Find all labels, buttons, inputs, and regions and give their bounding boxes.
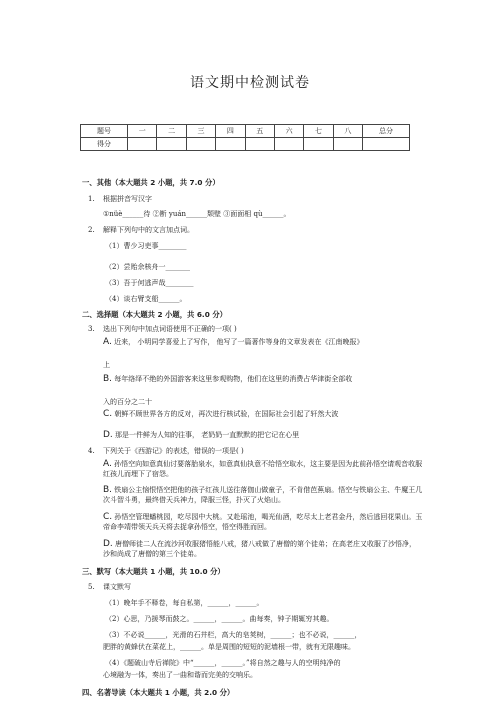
question-item: （3）不必说______，光滑的石井栏，高大的皂荚树，______；也不必说，______，	[105, 631, 362, 639]
option-letter: D.	[103, 539, 113, 549]
question-number: 3.	[88, 325, 95, 333]
question-number: 5.	[88, 583, 95, 591]
option-letter: C.	[103, 512, 113, 522]
question-item: （2）心思，乃援琴而鼓之。______，______。曲每奏，钟子期辄穷其趣。	[105, 615, 334, 623]
question-number: 1.	[88, 195, 95, 203]
question-item: （4）《题破山寺后禅院》中“______，______。”将自然之趣与人的空明纯净的	[105, 659, 341, 667]
score-cell	[245, 138, 274, 151]
page-title: 语文期中检测试卷	[190, 75, 310, 91]
score-header-cell: 一	[128, 125, 157, 138]
option-text: 孙悟空管理蟠桃园，吃尽园中大桃。又赴瑶池，喝光仙酒，吃尽太上老君金丹，然后逃回花果山。玉帝命李靖带领天兵天将去捉拿孙悟空，悟空得胜而回。	[103, 513, 423, 531]
question-stem: 课文默写	[103, 583, 131, 591]
score-cell	[274, 138, 303, 151]
option-text: 朝鲜不顾世界各方的反对，再次进行核试验，在国际社会引起了轩然大波	[114, 410, 339, 418]
score-header-cell: 总分	[363, 125, 410, 138]
question-text: ①nüè______待 ②断 yuán______颓壁 ③面面相 qù______。	[103, 210, 291, 218]
question-stem: 根据拼音写汉字	[103, 195, 152, 203]
score-table-header-row	[81, 125, 410, 138]
section-heading-2: 二、选择题（本大题共 2 小题，共 6.0 分）	[82, 310, 227, 319]
score-table	[80, 124, 410, 151]
option-c	[103, 513, 423, 532]
question-number: 2.	[88, 226, 95, 234]
option-continuation: 入的百分之二十	[103, 398, 152, 406]
score-cell	[157, 138, 186, 151]
option-letter: B.	[103, 485, 113, 495]
option-text: 唐僧师徒二人在流沙河收服猪悟能八戒，猪八戒做了唐僧的第个徒弟；在高老庄又收服了沙悟净，沙和尚成了唐僧的第三个徒弟。	[103, 540, 417, 558]
option-text: 近来， 小明同学喜爱上了写作， 他写了一篇著作等身的文章发表在《江南晚报》	[114, 338, 364, 346]
option-letter: A.	[103, 337, 112, 347]
score-cell	[128, 138, 157, 151]
question-item: （1）曹少习吏事________	[105, 242, 187, 250]
option-b	[103, 486, 423, 505]
option-a	[103, 337, 364, 347]
score-cell	[304, 138, 333, 151]
score-cell	[363, 138, 410, 151]
question-item-continuation: 肥胖的黄蜂伏在菜花上，______。单是周围的短短的泥墙根一带，就有无限趣味。	[103, 643, 355, 651]
option-d	[103, 430, 299, 440]
option-d	[103, 540, 423, 559]
option-letter: C.	[103, 409, 113, 419]
score-cell	[216, 138, 245, 151]
section-heading-4: 四、名著导读（本大题共 1 小题，共 2.0 分）	[82, 688, 235, 697]
score-header-cell: 三	[186, 125, 215, 138]
score-header-cell: 二	[157, 125, 186, 138]
option-text: 每年络绎不绝的外国游客来这里参观购物，他们在这里的消费占华津街全部收	[114, 375, 353, 383]
option-letter: B.	[103, 374, 113, 384]
option-text: 孙悟空向如意真仙讨要落胎泉水，如意真仙执意不给悟空取水，这主要是因为此前孙悟空请观音收服红孩儿而埋下了宿怨。	[103, 460, 423, 478]
score-cell	[186, 138, 215, 151]
option-continuation: 上	[103, 361, 110, 369]
option-a	[103, 460, 423, 479]
score-header-cell: 五	[245, 125, 274, 138]
question-stem: 下列关于《西游记》的表述，错误的一项是( )	[103, 447, 244, 455]
score-header-cell: 题号	[81, 125, 128, 138]
score-row-label: 得分	[81, 138, 128, 151]
question-stem: 选出下列句中加点词语使用不正确的一项( )	[103, 325, 237, 333]
score-header-cell: 八	[333, 125, 362, 138]
question-item: （3）吾于何逃声哉________	[105, 279, 194, 287]
question-item-continuation: 心境融为一体，奏出了一曲和谐而完美的交响乐。	[103, 671, 257, 679]
option-text: 铁扇公主恼恨悟空把他的孩子红孩儿送往落伽山做童子，不肯借芭蕉扇。悟空与铁扇公主、牛魔王几次斗智斗勇，最终借天兵神力，降服三怪，扑灭了火焰山。	[103, 486, 423, 504]
option-b	[103, 374, 352, 384]
score-table-score-row	[81, 138, 410, 151]
section-heading-1: 一、其他（本大题共 2 小题，共 7.0 分）	[82, 178, 220, 187]
score-header-cell: 七	[304, 125, 333, 138]
option-letter: A.	[103, 459, 112, 469]
section-heading-3: 三、默写（本大题共 1 小题，共 10.0 分）	[82, 567, 225, 576]
question-item: （4）谈右臂支船______。	[105, 295, 187, 303]
question-item: （1）晚年手不释卷，每自私第，______，______。	[105, 599, 264, 607]
score-header-cell: 四	[216, 125, 245, 138]
score-cell	[333, 138, 362, 151]
score-header-cell: 六	[274, 125, 303, 138]
question-stem: 解释下列句中的文言加点词。	[103, 226, 194, 234]
option-c	[103, 409, 338, 419]
option-text: 那是一件鲜为人知的往事， 老奶奶一直默默的把它记在心里	[115, 431, 300, 439]
question-item: （2）尝贻余核舟一_______	[105, 263, 190, 271]
option-letter: D.	[103, 430, 113, 440]
question-number: 4.	[88, 447, 95, 455]
